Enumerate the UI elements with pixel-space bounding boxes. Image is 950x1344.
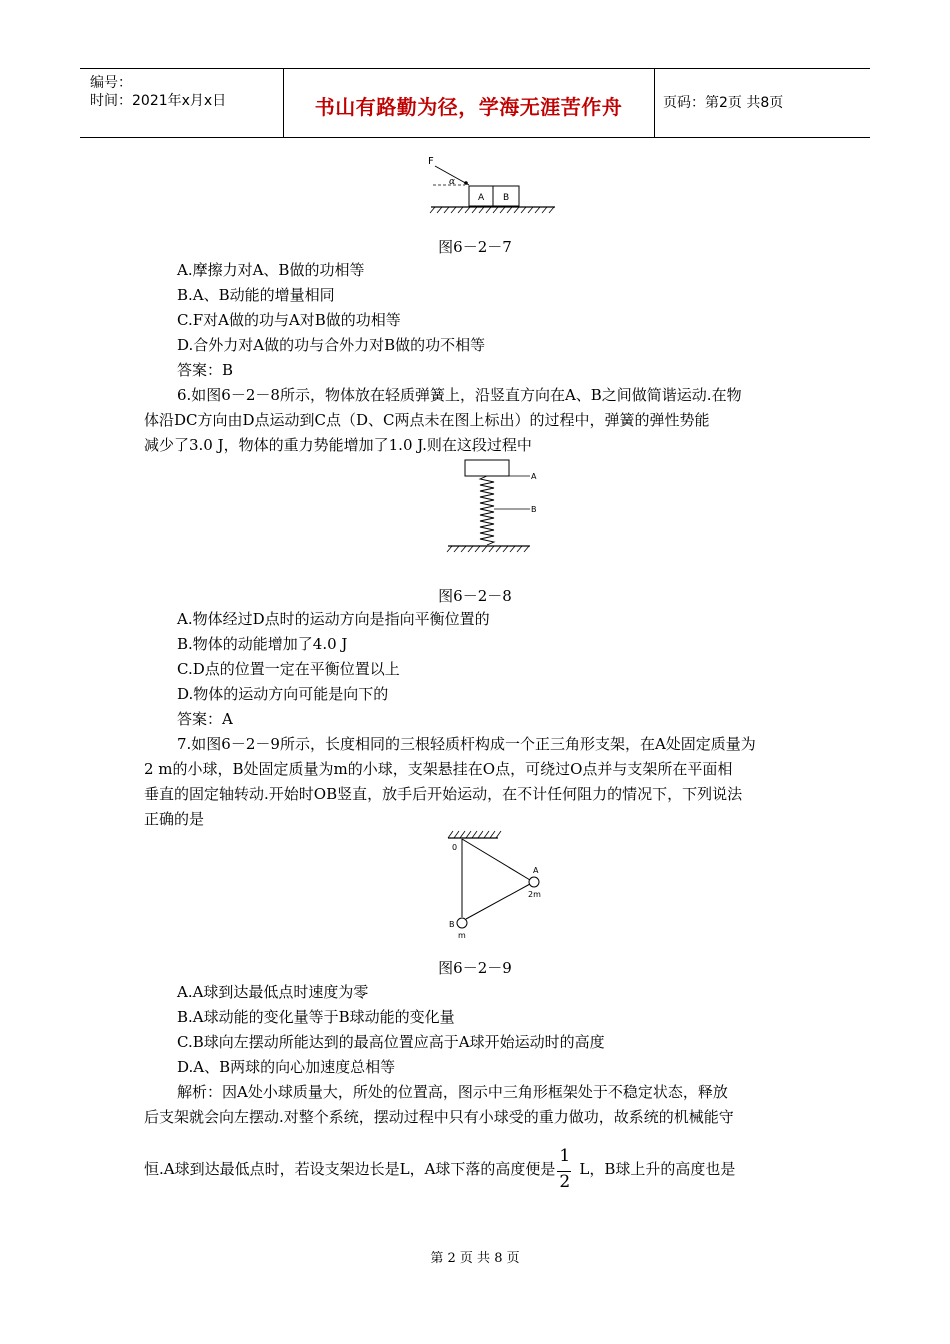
q7-line-2: 2 m的小球，B处固定质量为m的小球，支架悬挂在O点，可绕过O点并与支架所在平面相 (144, 760, 733, 778)
force-label: F (428, 156, 434, 167)
q7-option-a: A.A球到达最低点时速度为零 (177, 983, 369, 1001)
ground-hatch (430, 207, 554, 213)
q7-line-1: 7.如图6－2－9所示，长度相同的三根轻质杆构成一个正三角形支架，在A处固定质量为 (177, 735, 756, 753)
q6-option-b: B.物体的动能增加了4.0 J (177, 635, 348, 653)
q6-option-c: C.D点的位置一定在平衡位置以上 (177, 660, 400, 678)
analysis-line-3-end: L，B球上升的高度也是 (579, 1160, 736, 1178)
q7-line-3: 垂直的固定轴转动.开始时OB竖直，放手后开始运动，在不计任何阻力的情况下，下列说法 (144, 785, 743, 803)
spring (480, 476, 494, 545)
fraction-denominator: 2 (559, 1172, 571, 1192)
figure-6-2-8-caption: 图6－2－8 (438, 587, 512, 605)
q6-option-d: D.物体的运动方向可能是向下的 (177, 685, 389, 703)
q6-option-a: A.物体经过D点时的运动方向是指向平衡位置的 (177, 610, 490, 628)
q5-option-a: A.摩擦力对A、B做的功相等 (177, 261, 365, 279)
ball-a-mass: 2m (528, 890, 541, 899)
analysis-line-2: 后支架就会向左摆动.对整个系统，摆动过程中只有小球受的重力做功，故系统的机械能守 (144, 1108, 734, 1126)
angle-label: α (449, 177, 456, 187)
time-label: 时间：2021年x月x日 (90, 93, 227, 109)
force-arrowhead (464, 181, 468, 185)
page-label: 页码：第2页 共8页 (663, 95, 784, 111)
q6-line-2: 体沿DC方向由D点运动到C点（D、C两点未在图上标出）的过程中，弹簧的弹性势能 (144, 411, 710, 429)
q7-line-4: 正确的是 (144, 810, 205, 828)
q6-line-3: 减少了3.0 J，物体的重力势能增加了1.0 J.则在这段过程中 (144, 436, 532, 454)
ball-a-label: A (533, 866, 539, 875)
rod-ab (466, 884, 530, 919)
pivot-o-label: 0 (452, 843, 458, 852)
block-a-label: A (478, 193, 485, 203)
q6-line-1: 6.如图6－2－8所示，物体放在轻质弹簧上，沿竖直方向在A、B之间做简谐运动.在物 (177, 386, 742, 404)
q5-option-b: B.A、B动能的增量相同 (177, 286, 335, 304)
position-a-label: A (531, 472, 537, 481)
block-b-label: B (503, 193, 510, 203)
fraction-numerator: 1 (559, 1146, 571, 1166)
motto: 书山有路勤为径，学海无涯苦作舟 (314, 95, 623, 119)
page-footer: 第 2 页 共 8 页 (430, 1251, 520, 1266)
figure-6-2-8 (440, 456, 550, 560)
ball-b-mass: m (458, 931, 466, 940)
header-left-cell (80, 69, 284, 137)
q5-option-d: D.合外力对A做的功与合外力对B做的功不相等 (177, 336, 486, 354)
figure-6-2-9 (442, 826, 552, 944)
position-b-label: B (531, 505, 537, 514)
q7-option-b: B.A球动能的变化量等于B球动能的变化量 (177, 1008, 455, 1026)
rod-oa (462, 839, 530, 880)
ground-hatch (447, 546, 529, 552)
analysis-line-3 (144, 1146, 810, 1192)
q5-option-c: C.F对A做的功与A对B做的功相等 (177, 311, 401, 329)
analysis-line-3-start: 恒.A球到达最低点时，若设支架边长是L，A球下落的高度便是 (144, 1160, 556, 1178)
figure-6-2-7 (425, 152, 560, 216)
header-right-cell (655, 69, 870, 137)
figure-6-2-7-caption: 图6－2－7 (438, 238, 512, 256)
q7-option-d: D.A、B两球的向心加速度总相等 (177, 1058, 396, 1076)
spring-block (465, 460, 509, 476)
ball-b-label: B (449, 920, 455, 929)
number-label: 编号： (90, 75, 132, 91)
page-header (80, 68, 870, 138)
q7-option-c: C.B球向左摆动所能达到的最高位置应高于A球开始运动时的高度 (177, 1033, 605, 1051)
q6-answer: 答案：A (177, 710, 233, 728)
header-motto-cell (283, 69, 655, 137)
analysis-line-1: 解析：因A处小球质量大，所处的位置高，图示中三角形框架处于不稳定状态，释放 (177, 1083, 728, 1101)
ceiling-hatch (448, 831, 501, 838)
ball-b (457, 918, 467, 928)
figure-6-2-9-caption: 图6－2－9 (438, 959, 512, 977)
ball-a (529, 877, 539, 887)
q5-answer: 答案：B (177, 361, 234, 379)
